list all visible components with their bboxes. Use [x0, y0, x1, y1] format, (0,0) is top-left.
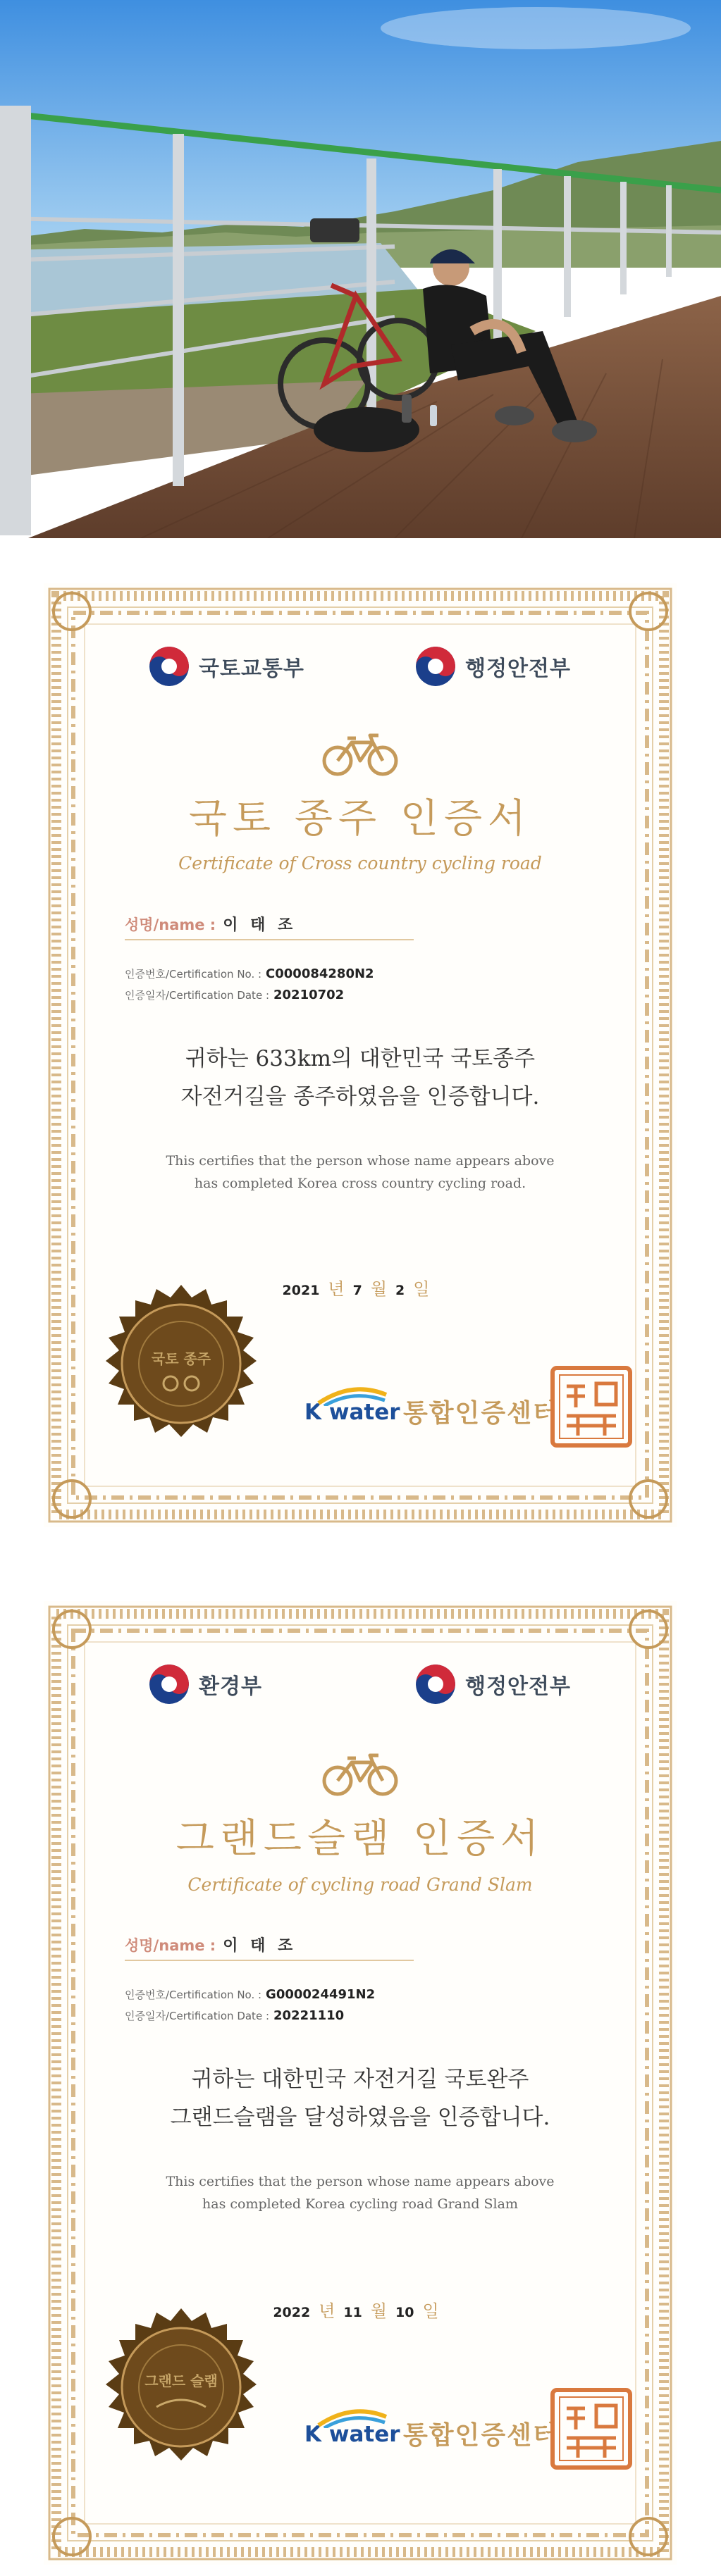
name-value: 이 태 조	[223, 916, 297, 934]
bicycle-icon	[322, 733, 398, 776]
bicycle-icon	[322, 1753, 398, 1796]
logo-mois	[416, 1665, 571, 1704]
cert-date-value: 20210702	[273, 988, 345, 1002]
red-stamp	[550, 2387, 633, 2470]
certificate-title: 국토 종주 인증서	[188, 796, 532, 842]
cert-no-value: G000024491N2	[266, 1987, 376, 2002]
body-ko-line1: 귀하는 대한민국 자전거길 국토완주	[191, 2067, 529, 2092]
body-korean	[44, 1040, 677, 1116]
kwater-wave-icon	[317, 2407, 388, 2428]
logo-right-label: 행정안전부	[465, 657, 571, 681]
cert-no-label: 인증번호/Certification No. :	[125, 968, 262, 981]
logo-mois	[416, 647, 571, 686]
center-name: 통합인증센터	[403, 1398, 559, 1428]
logo-molit	[149, 647, 304, 686]
date-day-unit: 일	[422, 2301, 439, 2321]
taeguk-emblem-icon	[416, 1665, 455, 1704]
certificate-subtitle: Certificate of cycling road Grand Slam	[187, 1874, 533, 1895]
date-year: 2021	[282, 1283, 320, 1298]
kwater-text: K water	[304, 1400, 400, 1425]
taeguk-emblem-icon	[416, 647, 455, 686]
cert-date-value: 20221110	[273, 2008, 345, 2023]
red-stamp	[550, 1365, 633, 1448]
body-ko-line1: 귀하는 633km의 대한민국 국토종주	[185, 1046, 536, 1071]
logo-left-label: 국토교통부	[199, 657, 304, 681]
certificate-cross-country	[44, 583, 677, 1527]
cert-date-label: 인증일자/Certification Date :	[125, 2010, 269, 2022]
kwater-text: K water	[304, 2422, 400, 2447]
date-month: 7	[352, 1283, 362, 1298]
date-year-unit: 년	[319, 2301, 335, 2321]
date-month: 11	[343, 2305, 362, 2320]
certificate-subtitle: Certificate of Cross country cycling road	[178, 853, 542, 873]
name-value: 이 태 조	[223, 1937, 297, 1955]
body-en-line1: This certifies that the person whose name appears above	[166, 2174, 555, 2189]
center-name: 통합인증센터	[403, 2420, 559, 2450]
body-korean	[44, 2060, 677, 2136]
cert-meta	[125, 964, 374, 1006]
logo-me	[149, 1665, 262, 1704]
logo-left-label: 환경부	[199, 1674, 262, 1699]
kwater-logo	[304, 1400, 400, 1424]
date-year-unit: 년	[328, 1279, 345, 1299]
name-row	[125, 1934, 414, 1961]
date-day: 2	[395, 1283, 405, 1298]
gold-seal	[100, 2308, 262, 2470]
kwater-logo	[304, 2422, 400, 2446]
cert-date-label: 인증일자/Certification Date :	[125, 989, 269, 1002]
date-month-unit: 월	[370, 1279, 388, 1299]
seal-text: 국토 종주	[151, 1350, 211, 1367]
date-day: 10	[395, 2305, 414, 2320]
body-ko-line2: 그랜드슬램을 달성하였음을 인증합니다.	[170, 2105, 550, 2130]
date-day-unit: 일	[413, 1279, 430, 1299]
body-ko-line2: 자전거길을 종주하였음을 인증합니다.	[180, 1084, 540, 1109]
date-month-unit: 월	[370, 2301, 388, 2321]
body-english	[44, 1150, 677, 1195]
name-label: 성명/name :	[125, 1937, 216, 1954]
seal-text: 그랜드 슬램	[144, 2372, 218, 2389]
certificate-grand-slam	[44, 1601, 677, 2565]
cert-no-label: 인증번호/Certification No. :	[125, 1989, 262, 2001]
cert-meta	[125, 1984, 375, 2027]
body-en-line1: This certifies that the person whose name appears above	[166, 1153, 555, 1169]
date-year: 2022	[273, 2305, 311, 2320]
cyclist-photo	[0, 0, 721, 538]
name-label: 성명/name :	[125, 916, 216, 933]
certificate-title: 그랜드슬램 인증서	[175, 1816, 545, 1862]
gold-seal	[100, 1285, 262, 1447]
body-en-line2: has completed Korea cross country cycling road.	[194, 1176, 526, 1191]
kwater-wave-icon	[317, 1385, 388, 1406]
name-row	[125, 913, 414, 940]
taeguk-emblem-icon	[149, 647, 189, 686]
body-en-line2: has completed Korea cycling road Grand Slam	[202, 2196, 518, 2212]
logo-right-label: 행정안전부	[465, 1674, 571, 1699]
taeguk-emblem-icon	[149, 1665, 189, 1704]
body-english	[44, 2170, 677, 2215]
cert-no-value: C000084280N2	[266, 966, 374, 981]
